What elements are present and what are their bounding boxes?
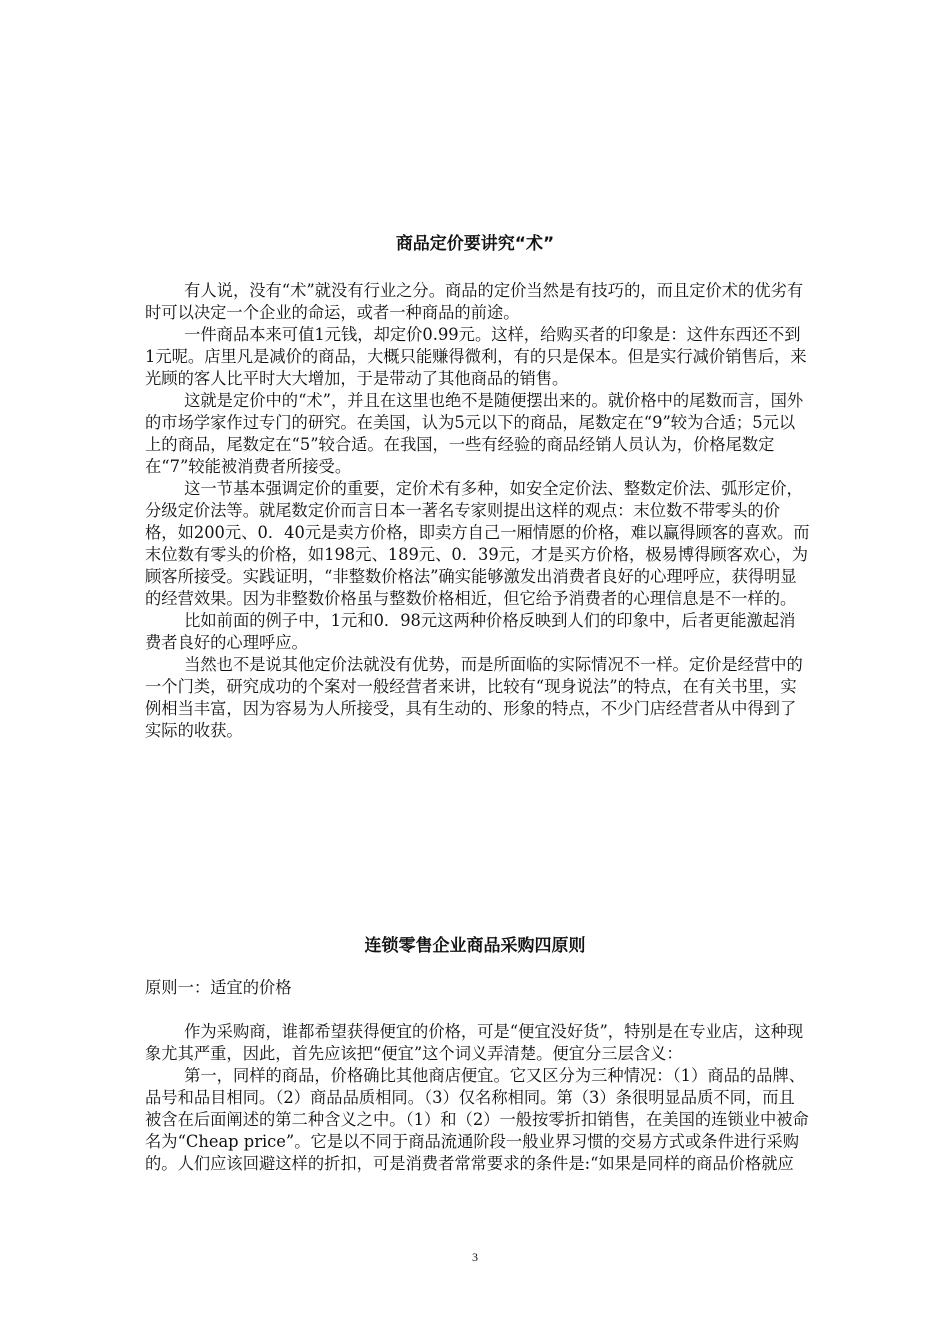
article-title: 商品定价要讲究“术” — [395, 234, 555, 254]
paragraph: 比如前面的例子中，1元和0．98元这两种价格反映到人们的印象中，后者更能激起消费者良好的心理呼应。 — [145, 611, 796, 652]
paragraph: 这就是定价中的“术”，并且在这里也绝不是随便摆出来的。就价格中的尾数而言，国外的市场学家作过专门的研究。在美国，认为5元以下的商品，尾数定在“9”较为合适；5元以上的商品，尾数定在“5”较合适。在我国，一些有经验的商品经销人员认为，价格尾数定在“7”较能被消费者所接受。 — [145, 391, 804, 476]
paragraph: 一件商品本来可值1元钱，却定价0.99元。这样，给购买者的印象是：这件东西还不到1元呢。店里凡是减价的商品，大概只能赚得微利，有的只是保本。但是实行减价销售后，来光顾的客人比平时大大增加，于是带动了其他商品的销售。 — [145, 325, 807, 388]
article-body — [145, 280, 810, 742]
section-heading: 原则一：适宜的价格 — [145, 978, 292, 997]
paragraph: 作为采购商，谁都希望获得便宜的价格，可是“便宜没好货”，特别是在专业店，这种现象尤其严重，因此，首先应该把“便宜”这个词义弄清楚。便宜分三层含义： — [145, 1022, 804, 1063]
article-body — [145, 1021, 810, 1175]
paragraph: 第一，同样的商品，价格确比其他商店便宜。它又区分为三种情况：（1）商品的品牌、品号和品目相同。（2）商品品质相同。（3）仅名称相同。第（3）条很明显品质不同，而且被含在后面阐述的第二种含义之中。（1）和（2）一般按零折扣销售，在美国的连锁业中被命名为“Cheap price”。它是以不同于商品流通阶段一般业界习惯的交易方式或条件进行采购的。人们应该回避这样的折扣，可是消费者常常要求的条件是:“如果是同样的商品价格就应 — [145, 1066, 809, 1173]
paragraph: 有人说，没有“术”就没有行业之分。商品的定价当然是有技巧的，而且定价术的优劣有时可以决定一个企业的命运，或者一种商品的前途。 — [145, 281, 804, 322]
page-number: 3 — [472, 1250, 478, 1264]
paragraph: 当然也不是说其他定价法就没有优势，而是所面临的实际情况不一样。定价是经营中的一个门类，研究成功的个案对一般经营者来讲，比较有“现身说法”的特点，在有关书里，实例相当丰富，因为容易为人所接受，具有生动的、形象的特点，不少门店经营者从中得到了实际的收获。 — [145, 655, 803, 740]
article-title: 连锁零售企业商品采购四原则 — [364, 936, 586, 956]
paragraph: 这一节基本强调定价的重要，定价术有多种，如安全定价法、整数定价法、弧形定价，分级定价法等。就尾数定价而言日本一著名专家则提出这样的观点：末位数不带零头的价格，如200元、0．40元是卖方价格，即卖方自己一厢情愿的价格，难以赢得顾客的喜欢。而末位数有零头的价格，如198元、189元、0．39元，才是买方价格，极易博得顾客欢心，为顾客所接受。实践证明，“非整数价格法”确实能够激发出消费者良好的心理呼应，获得明显的经营效果。因为非整数价格虽与整数价格相近，但它给予消费者的心理信息是不一样的。 — [145, 479, 810, 608]
